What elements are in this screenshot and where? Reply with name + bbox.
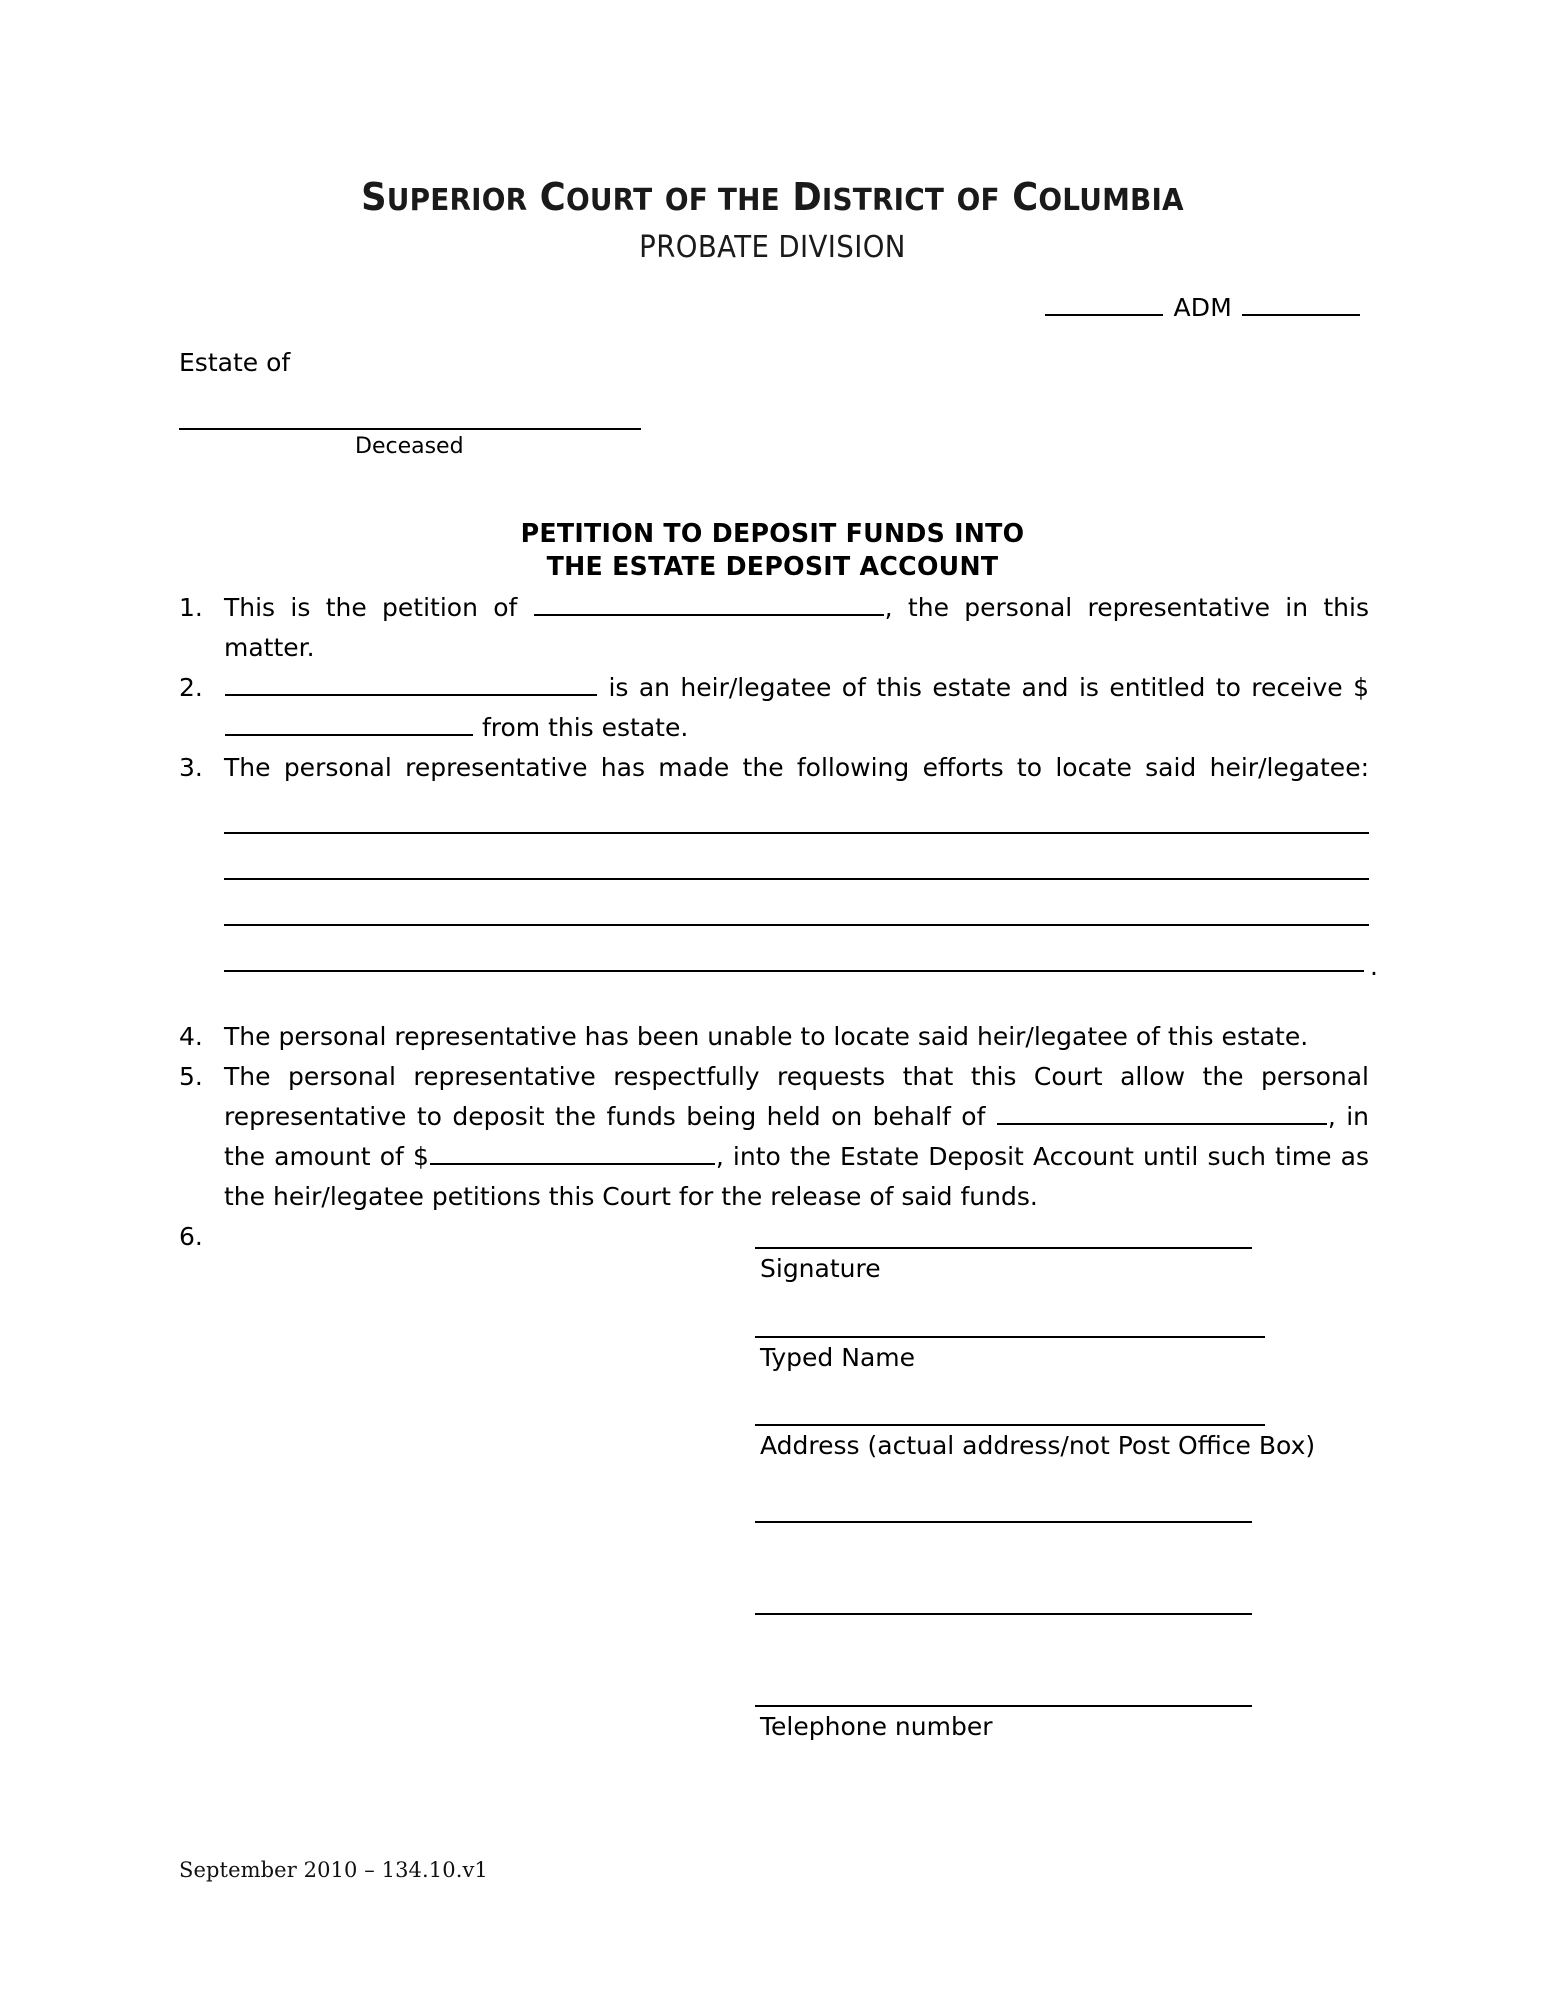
- item-number-1: 1.: [179, 593, 203, 622]
- efforts-line-1[interactable]: [224, 788, 1369, 834]
- item-1-text-after: , the personal representative in this matter.: [224, 593, 1369, 662]
- item-number-2: 2.: [179, 673, 203, 702]
- item-2-text-mid: is an heir/legatee of this estate and is entitled to receive: [608, 673, 1343, 702]
- item-2-text-after: from this estate.: [481, 713, 689, 742]
- list-item: [179, 668, 1369, 748]
- deposit-amount-field[interactable]: [430, 1142, 715, 1165]
- item-number-5: 5.: [179, 1062, 203, 1091]
- address-line-2-label: [755, 1523, 1265, 1558]
- item-5-text-part-1: The personal representative respectfully requests that this Court allow the personal representative to deposit the funds being held on behalf of: [224, 1062, 1369, 1131]
- court-title-text: SUPERIOR COURT OF THE DISTRICT OF COLUMBIA: [361, 175, 1184, 219]
- address-line-2-row: [755, 1521, 1265, 1558]
- efforts-terminal-period: .: [1370, 952, 1378, 981]
- page-title-line-2: THE ESTATE DEPOSIT ACCOUNT: [546, 552, 999, 583]
- item-3-text: The personal representative has made the following efforts to locate said heir/legatee:: [224, 753, 1369, 782]
- adm-label: ADM: [1173, 293, 1232, 322]
- case-number-row: [1045, 292, 1360, 322]
- list-item: [179, 1057, 1369, 1217]
- efforts-line-4[interactable]: [224, 926, 1378, 981]
- item-number-4: 4.: [179, 1022, 203, 1051]
- list-item: [179, 588, 1369, 668]
- address-label: Address (actual address/not Post Office Box): [760, 1430, 1316, 1460]
- item-1-text: [224, 588, 1369, 668]
- decedent-name-field[interactable]: [179, 428, 641, 430]
- list-item: [179, 1017, 1369, 1057]
- signature-label: Signature: [760, 1254, 881, 1283]
- estate-of-label: Estate of: [179, 348, 291, 377]
- item-5-text-part-3: , into the Estate Deposit Account until such time as the heir/legatee petitions this Court for the release of said funds.: [224, 1142, 1369, 1211]
- signature-block: [755, 1247, 1316, 1743]
- page-title: [23, 518, 1522, 585]
- item-2-text: [224, 668, 1369, 748]
- address-line-3-row: [755, 1613, 1265, 1650]
- item-5-currency-symbol: $: [412, 1142, 429, 1171]
- item-number-6: 6.: [179, 1222, 203, 1251]
- deposit-behalf-field[interactable]: [997, 1102, 1327, 1125]
- item-number-3: 3.: [179, 753, 203, 782]
- item-5-text-part-2: , in the amount of: [224, 1102, 1370, 1171]
- case-number-prefix-field[interactable]: [1045, 292, 1163, 316]
- telephone-label: Telephone number: [760, 1712, 993, 1742]
- address-row: [755, 1424, 1316, 1461]
- deceased-label: Deceased: [355, 434, 464, 459]
- efforts-write-in-area: [224, 788, 1378, 981]
- item-5-text: [224, 1057, 1369, 1217]
- spacer: [755, 1650, 1265, 1705]
- efforts-line-2[interactable]: [224, 834, 1369, 880]
- item-4-text: The personal representative has been unable to locate said heir/legatee of this estate.: [224, 1022, 1309, 1051]
- telephone-row: [755, 1705, 1265, 1742]
- heir-name-field[interactable]: [225, 673, 597, 696]
- page-title-line-1: PETITION TO DEPOSIT FUNDS INTO: [520, 519, 1025, 549]
- efforts-line-3[interactable]: [224, 880, 1369, 926]
- spacer: [755, 1558, 1265, 1613]
- heir-amount-field[interactable]: [225, 713, 473, 736]
- case-number-suffix-field[interactable]: [1242, 292, 1360, 316]
- form-revision-footer: September 2010 – 134.10.v1: [179, 1858, 488, 1882]
- item-2-currency-symbol: $: [1353, 673, 1369, 702]
- signature-row: [755, 1247, 1265, 1284]
- typed-name-row: [755, 1336, 1265, 1373]
- spacer: [755, 1284, 1265, 1336]
- division-title: PROBATE DIVISION: [639, 229, 906, 265]
- item-1-text-before: This is the petition of: [224, 593, 518, 622]
- petitioner-name-field[interactable]: [534, 593, 884, 616]
- spacer: [755, 1374, 1265, 1424]
- court-title: [54, 175, 1491, 219]
- court-header: [0, 175, 1545, 265]
- typed-name-label: Typed Name: [760, 1343, 915, 1373]
- address-line-3-label: [755, 1615, 1265, 1650]
- spacer: [755, 1461, 1265, 1521]
